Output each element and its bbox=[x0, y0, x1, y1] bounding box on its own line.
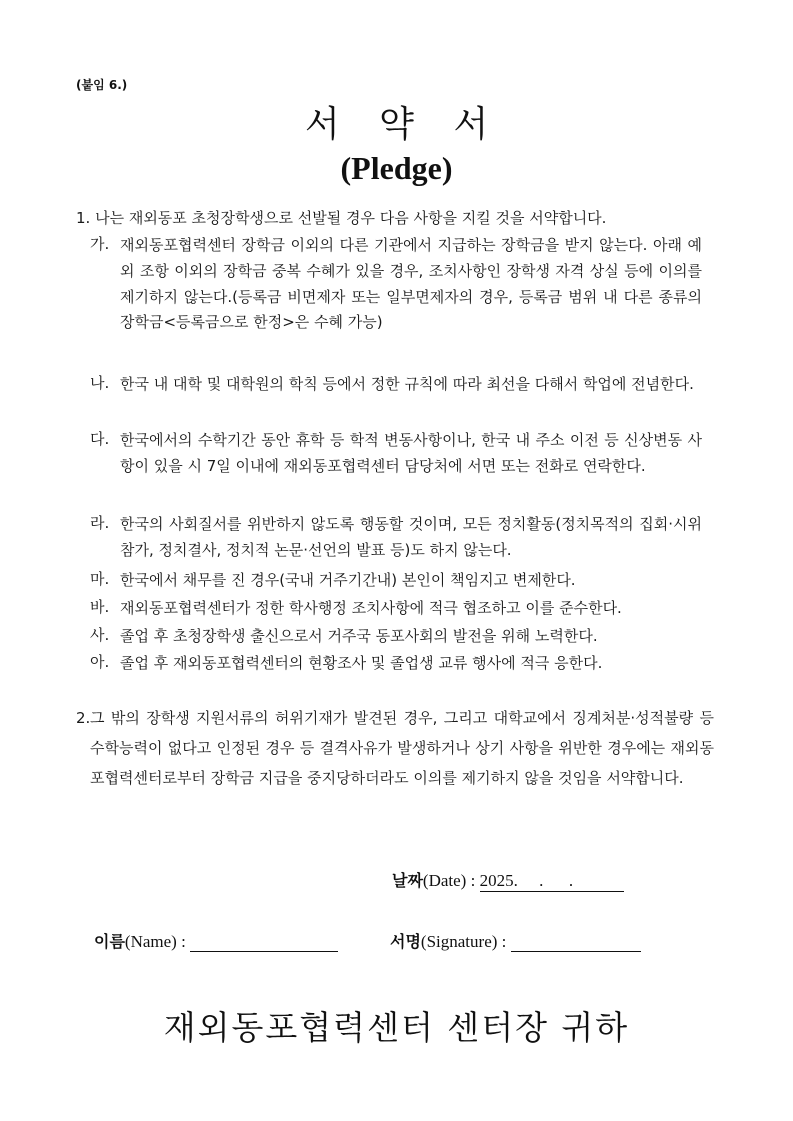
item-text: 한국에서 채무를 진 경우(국내 거주기간내) 본인이 책임지고 변제한다. bbox=[120, 571, 576, 589]
sign-label-ko: 서명 bbox=[390, 932, 421, 951]
item-text: 한국에서의 수학기간 동안 휴학 등 학적 변동사항이나, 한국 내 주소 이전 등 신상변동 사항이 있을 시 7일 이내에 재외동포협력센터 담당처에 서면 또는 전화로 연락한다. bbox=[120, 431, 702, 475]
sign-colon: : bbox=[501, 932, 507, 951]
item-marker: 나. bbox=[90, 374, 110, 392]
item-text: 한국의 사회질서를 위반하지 않도록 행동할 것이며, 모든 정치활동(정치목적의 집회·시위 참가, 정치결사, 정치적 논문·선언의 발표 등)도 하지 않는다. bbox=[120, 515, 702, 559]
date-label-en: (Date) bbox=[422, 871, 467, 890]
item-text: 졸업 후 재외동포협력센터의 현황조사 및 졸업생 교류 행사에 적극 응한다. bbox=[120, 654, 603, 672]
date-row bbox=[392, 868, 624, 892]
recipient-footer: 재외동포협력센터 센터장 귀하 bbox=[163, 1008, 630, 1047]
item-marker: 아. bbox=[90, 653, 110, 671]
item-text: 한국 내 대학 및 대학원의 학칙 등에서 정한 규칙에 따라 최선을 다해서 학업에 전념한다. bbox=[120, 375, 694, 393]
item-text: 졸업 후 초청장학생 출신으로서 거주국 동포사회의 발전을 위해 노력한다. bbox=[120, 627, 598, 645]
document-subtitle: (Pledge) bbox=[340, 150, 453, 186]
item-marker: 라. bbox=[90, 514, 110, 532]
name-label-ko: 이름 bbox=[94, 932, 125, 951]
item-marker: 다. bbox=[90, 430, 110, 448]
date-label-ko: 날짜 bbox=[392, 871, 423, 890]
signature-field[interactable] bbox=[511, 933, 641, 952]
item-text: 재외동포협력센터가 정한 학사행정 조치사항에 적극 협조하고 이를 준수한다. bbox=[120, 599, 622, 617]
section2-text: 그 밖의 장학생 지원서류의 허위기재가 발견된 경우, 그리고 대학교에서 징계처분·성적불량 등 수학능력이 없다고 인정된 경우 등 결격사유가 발생하거나 상기 사항을 위반한 경우에는 재외동포협력센터로부터 장학금 지급을 중지당하더라도 이의를 제기하지 않을 것임을 서약합니다. bbox=[90, 709, 714, 787]
document-title: 서 약 서 bbox=[304, 104, 503, 145]
section1-intro: 1. 나는 재외동포 초청장학생으로 선발될 경우 다음 사항을 지킬 것을 서약합니다. bbox=[76, 209, 607, 227]
item-text: 재외동포협력센터 장학금 이외의 다른 기관에서 지급하는 장학금을 받지 않는다. 아래 예외 조항 이외의 장학금 중복 수혜가 있을 경우, 조치사항인 장학생 자격 상실 등에 이의를 제기하지 않는다.(등록금 비면제자 또는 일부면제자의 경우, 등록금 범위 내 다른 종류의 장학금<등록금으로 한정>은 수혜 가능) bbox=[120, 236, 702, 332]
item-marker: 사. bbox=[90, 626, 110, 644]
name-field[interactable] bbox=[190, 933, 338, 952]
item-marker: 바. bbox=[90, 598, 110, 616]
item-marker: 가. bbox=[90, 235, 110, 253]
section2-number: 2. bbox=[76, 709, 91, 727]
signature-row bbox=[390, 929, 641, 952]
attachment-label: (붙임 6.) bbox=[76, 78, 128, 92]
name-row bbox=[94, 929, 338, 952]
date-colon: : bbox=[470, 871, 476, 890]
item-marker: 마. bbox=[90, 570, 110, 588]
date-field[interactable]: 2025. . . bbox=[480, 871, 624, 892]
name-colon: : bbox=[181, 932, 186, 951]
sign-label-en: (Signature) bbox=[420, 932, 498, 951]
name-label-en: (Name) bbox=[124, 932, 177, 951]
